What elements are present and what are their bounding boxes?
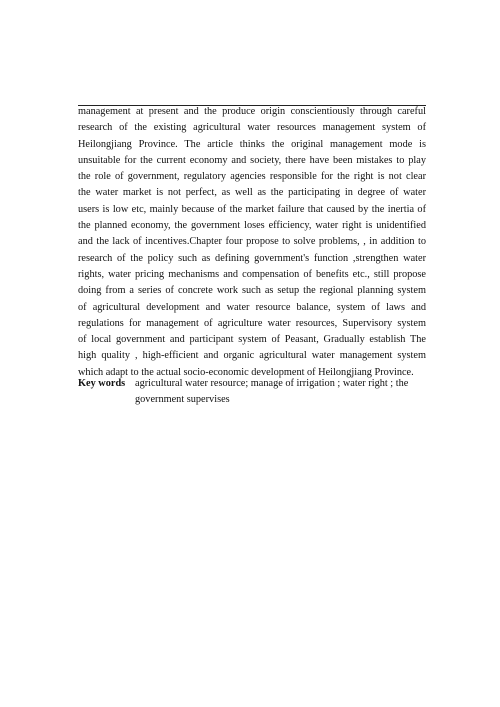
abstract-line: the water market is not perfect, as well as the participating in degree of water xyxy=(78,187,426,199)
keywords-block xyxy=(78,376,426,409)
abstract-line: management at present and the produce origin conscientiously through careful xyxy=(78,106,426,117)
keywords-line: government supervises xyxy=(135,394,230,406)
keywords-label: Key words xyxy=(78,378,126,389)
abstract-line: of local government and participant system of Peasant, Gradually establish The xyxy=(78,334,426,346)
abstract-line: rights, water pricing mechanisms and compensation of benefits etc., still propose xyxy=(78,268,426,280)
abstract-line: users is low etc, mainly because of the market failure that caused by the inertia of xyxy=(78,203,426,215)
abstract-line: which adapt to the actual socio-economic development of Heilongjiang Province. xyxy=(78,366,414,378)
abstract-line: research of the existing agricultural water resources management system of xyxy=(78,122,426,134)
abstract-line: of agricultural development and water resource balance, system of laws and xyxy=(78,301,426,313)
abstract-line: unsuitable for the current economy and society, there have been mistakes to play xyxy=(78,154,426,166)
abstract-paragraph xyxy=(78,104,426,381)
abstract-line: doing from a series of concrete work such as setup the regional planning system xyxy=(78,285,426,297)
abstract-line: the planned economy, the government loses efficiency, water right is unidentified xyxy=(78,220,426,232)
abstract-line: Heilongjiang Province. The article thinks the original management mode is xyxy=(78,138,426,150)
abstract-line: high quality , high-efficient and organic agricultural water management system xyxy=(78,350,426,362)
keywords-line: agricultural water resource; manage of irrigation ; water right ; the xyxy=(135,378,409,389)
keywords-text xyxy=(135,376,426,409)
abstract-line: research of the policy such as defining government's function ,strengthen water xyxy=(78,252,426,264)
abstract-line: the role of government, regulatory agencies responsible for the right is not clear xyxy=(78,171,426,183)
abstract-line: and the lack of incentives.Chapter four propose to solve problems, , in addition to xyxy=(78,236,426,248)
abstract-line: regulations for management of agriculture water resources, Supervisory system xyxy=(78,317,426,329)
